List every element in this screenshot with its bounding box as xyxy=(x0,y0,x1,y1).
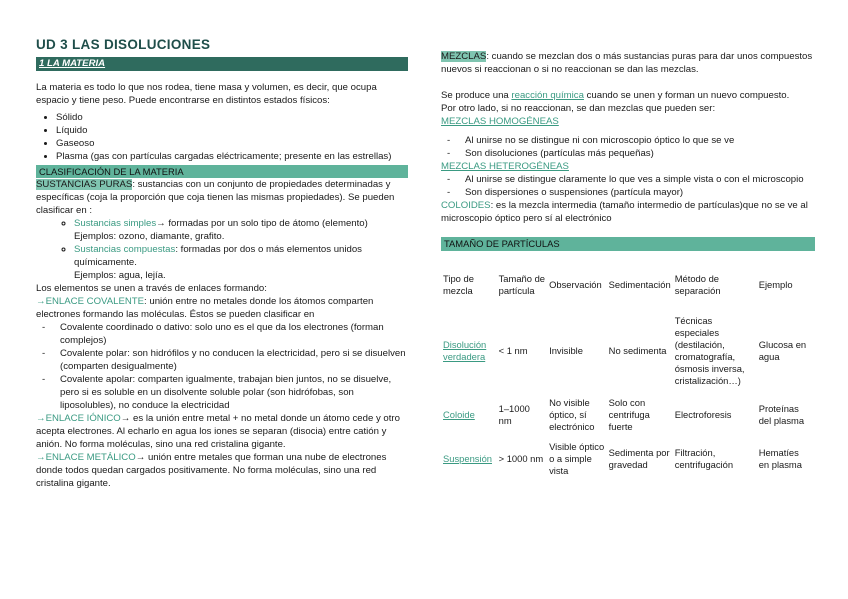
list-item: - Covalente coordinado o dativo: solo uno es el que da los electrones (forman complejos) xyxy=(60,321,408,347)
table-header-row xyxy=(441,261,813,309)
table-cell: 1–1000 nm xyxy=(498,403,530,426)
table-cell-mixture-link[interactable]: Disolución verdadera xyxy=(443,339,487,362)
table-cell: No sedimenta xyxy=(608,345,667,356)
ionic-bond-label: →ENLACE IÓNICO xyxy=(36,413,121,424)
table-cell: > 1000 nm xyxy=(498,453,544,464)
table-cell: Filtración, centrifugación xyxy=(674,447,734,470)
table-header-cell: Tipo de mezcla xyxy=(443,273,474,296)
table-cell: No visible óptico, sí electrónico xyxy=(549,397,595,432)
table-cell-mixture-link[interactable]: Coloide xyxy=(443,409,475,420)
mixtures-text: : cuando se mezclan dos o más sustancias puras para dar unos compuestos nuevos si reaccionan o si no reaccionan se dan las mezclas. xyxy=(441,51,813,75)
reaction-link[interactable]: reacción química xyxy=(511,90,584,101)
compound-substances-label: Sustancias compuestas xyxy=(74,244,176,255)
list-item: - Covalente polar: son hidrófilos y no conducen la electricidad, pero si se disuelven (comparten desigualmente) xyxy=(60,347,408,373)
table-cell: Electroforesis xyxy=(674,409,732,420)
compound-substances-text: : formadas por dos o más elementos unidos químicamente. xyxy=(74,244,362,268)
covalent-paragraph xyxy=(36,295,408,321)
ionic-bond-text: → es la unión entre metal + no metal donde un átomo cede y otro acepta electrones. Al echarlo en agua los iones se separan (disocia) entre catión y anión. No forma moléculas, sino una red cristalina gigante. xyxy=(36,413,400,450)
covalent-bond-label: →ENLACE COVALENTE xyxy=(36,296,145,307)
states-list xyxy=(36,111,408,163)
substance-types-list xyxy=(36,217,408,230)
pure-substances-text: : sustancias con un conjunto de propiedades determinadas y específicas (coja la proporción que coja tienen las mismas propiedades). Se pueden clasificar en : xyxy=(36,179,395,216)
heterogeneous-heading: MEZCLAS HETEROGÉNEAS xyxy=(441,161,569,172)
list-item: • Líquido xyxy=(56,124,408,137)
mixtures-paragraph xyxy=(441,50,815,76)
list-item: - Son dispersiones o suspensiones (partícula mayor) xyxy=(465,186,815,199)
list-item: - Covalente apolar: comparten igualmente, trabajan bien juntos, no se disuelve, pero si es soluble en un disolvente soluble polar (son hidrófobas, son liposolubles), no conduce la electricidad xyxy=(60,373,408,412)
table-header-cell: Ejemplo xyxy=(758,279,793,290)
reaction-post: cuando se unen y forman un nuevo compuesto. xyxy=(583,90,790,101)
simple-examples: Ejemplos: ozono, diamante, grafito. xyxy=(74,231,225,242)
table-header-cell: Tamaño de partícula xyxy=(498,273,545,296)
right-column xyxy=(441,50,815,481)
table-header-cell: Observación xyxy=(549,279,602,290)
mixtures-label: MEZCLAS xyxy=(441,51,487,62)
compound-examples: Ejemplos: agua, lejía. xyxy=(74,270,166,281)
table-row xyxy=(441,437,813,481)
table-header-cell: Método de separación xyxy=(674,273,721,296)
substance-types-list-2 xyxy=(36,243,408,269)
table-header-cell: Sedimentación xyxy=(608,279,671,290)
homogeneous-list xyxy=(441,134,815,160)
table-row xyxy=(441,393,813,437)
list-item: • Sólido xyxy=(56,111,408,124)
list-item xyxy=(74,217,408,230)
table-cell: Sedimenta por gravedad xyxy=(608,447,670,470)
list-item: - Son disoluciones (partículas más pequeñas) xyxy=(465,147,815,160)
page-title: UD 3 LAS DISOLUCIONES xyxy=(36,37,211,52)
covalent-bond-text: : unión entre no metales donde los átomos comparten electrones formando las moléculas. Éstos se pueden clasificar en xyxy=(36,296,374,320)
ionic-paragraph xyxy=(36,412,408,451)
list-item: • Plasma (gas con partículas cargadas eléctricamente; presente en las estrellas) xyxy=(56,150,408,163)
metallic-bond-label: →ENLACE METÁLICO xyxy=(36,452,136,463)
table-cell: Técnicas especiales (destilación, cromatografía, ósmosis inversa, cristalización…) xyxy=(674,315,745,386)
simple-substances-label: Sustancias simples xyxy=(74,218,157,229)
list-item: • Gaseoso xyxy=(56,137,408,150)
covalent-types-list xyxy=(36,321,408,412)
left-column xyxy=(36,38,408,490)
classification-heading: CLASIFICACIÓN DE LA MATERIA xyxy=(36,165,408,178)
metallic-paragraph xyxy=(36,451,408,490)
table-cell: Glucosa en agua xyxy=(758,339,807,362)
colloids-text: : es la mezcla intermedia (tamaño intermedio de partículas)que no se ve al microscopio óptico pero sí al electrónico xyxy=(441,200,808,224)
colloids-label: COLOIDES xyxy=(441,200,491,211)
metallic-bond-text: → unión entre metales que forman una nube de electrones donde todos quedan cargados positivamente. No forma moléculas, sino una red cristalina gigante. xyxy=(36,452,387,489)
colloids-paragraph xyxy=(441,199,815,225)
no-reaction-paragraph: Por otro lado, si no reaccionan, se dan mezclas que pueden ser: xyxy=(441,103,716,114)
table-cell-mixture-link[interactable]: Suspensión xyxy=(443,453,492,464)
table-cell: Proteínas del plasma xyxy=(758,403,805,426)
section-heading-matter: 1 LA MATERIA xyxy=(36,57,408,71)
simple-substances-text: → formadas por un solo tipo de átomo (elemento) xyxy=(156,218,368,229)
table-cell: Invisible xyxy=(549,345,583,356)
table-cell: Visible óptico o a simple vista xyxy=(549,441,605,476)
list-item: - Al unirse se distingue claramente lo que ves a simple vista o con el microscopio xyxy=(465,173,815,186)
bonds-intro: Los elementos se unen a través de enlaces formando: xyxy=(36,283,267,294)
particle-size-table xyxy=(441,261,813,481)
heterogeneous-list xyxy=(441,173,815,199)
homogeneous-heading: MEZCLAS HOMOGÉNEAS xyxy=(441,116,559,127)
reaction-paragraph xyxy=(441,89,815,102)
list-item xyxy=(74,243,408,269)
table-cell: Solo con centrifuga fuerte xyxy=(608,397,650,432)
table-row xyxy=(441,309,813,393)
intro-paragraph: La materia es todo lo que nos rodea, tiene masa y volumen, es decir, que ocupa espacio y tiene peso. Puede encontrarse en distintos estados físicos: xyxy=(36,82,377,106)
table-cell: < 1 nm xyxy=(498,345,528,356)
reaction-pre: Se produce una xyxy=(441,90,512,101)
table-cell: Hematíes en plasma xyxy=(758,447,802,470)
list-item: - Al unirse no se distingue ni con microscopio óptico lo que se ve xyxy=(465,134,815,147)
particle-size-heading: TAMAÑO DE PARTÍCULAS xyxy=(441,237,815,251)
pure-substances-paragraph xyxy=(36,178,408,217)
pure-substances-label: SUSTANCIAS PURAS xyxy=(36,179,133,190)
